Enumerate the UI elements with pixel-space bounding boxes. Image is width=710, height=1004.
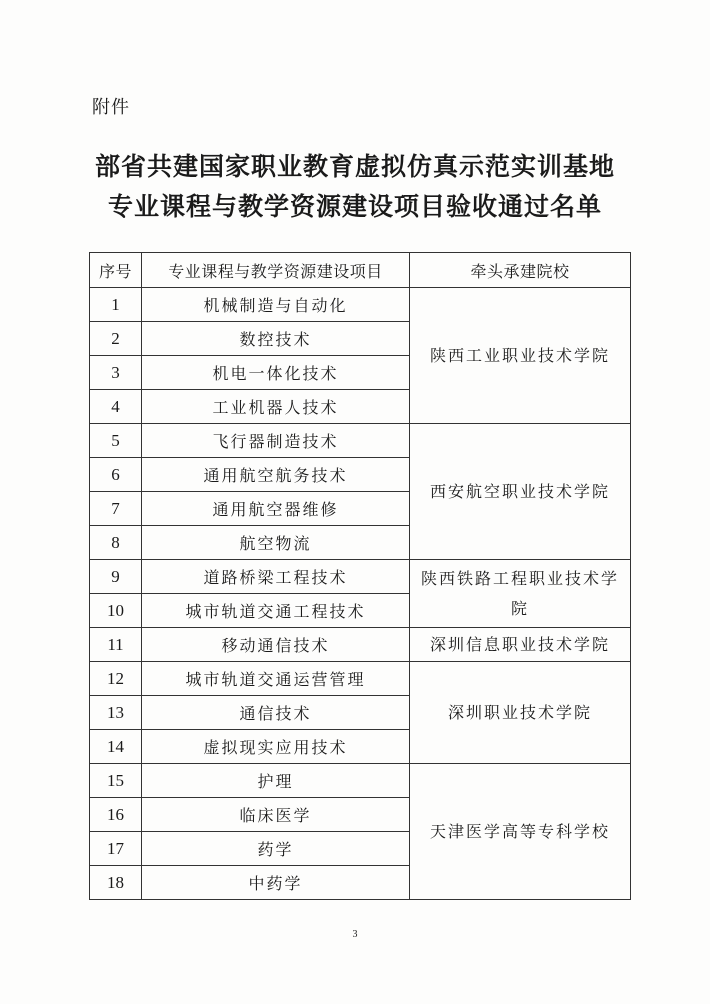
row-project: 航空物流 bbox=[142, 526, 410, 560]
row-project: 道路桥梁工程技术 bbox=[142, 560, 410, 594]
document-title-line-2: 专业课程与教学资源建设项目验收通过名单 bbox=[107, 192, 602, 221]
row-project: 机电一体化技术 bbox=[142, 356, 410, 390]
table-row bbox=[90, 764, 631, 798]
table-row bbox=[90, 288, 631, 322]
row-school: 深圳信息职业技术学院 bbox=[410, 628, 631, 662]
row-school: 深圳职业技术学院 bbox=[410, 662, 631, 764]
row-project: 药学 bbox=[142, 832, 410, 866]
document-title-line-1: 部省共建国家职业教育虚拟仿真示范实训基地 bbox=[94, 152, 615, 181]
row-project: 虚拟现实应用技术 bbox=[142, 730, 410, 764]
row-project: 工业机器人技术 bbox=[142, 390, 410, 424]
row-project: 护理 bbox=[142, 764, 410, 798]
row-project: 通用航空器维修 bbox=[142, 492, 410, 526]
row-number: 10 bbox=[90, 594, 142, 628]
row-number: 17 bbox=[90, 832, 142, 866]
row-number: 7 bbox=[90, 492, 142, 526]
table-row bbox=[90, 560, 631, 594]
row-project: 临床医学 bbox=[142, 798, 410, 832]
row-school: 西安航空职业技术学院 bbox=[410, 424, 631, 560]
row-number: 1 bbox=[90, 288, 142, 322]
row-number: 15 bbox=[90, 764, 142, 798]
row-project: 飞行器制造技术 bbox=[142, 424, 410, 458]
row-number: 9 bbox=[90, 560, 142, 594]
header-project: 专业课程与教学资源建设项目 bbox=[142, 253, 410, 288]
table-header-row bbox=[90, 253, 631, 288]
row-project: 通信技术 bbox=[142, 696, 410, 730]
attachment-label: 附件 bbox=[92, 97, 130, 118]
acceptance-list-table bbox=[89, 252, 631, 900]
header-index: 序号 bbox=[90, 253, 142, 288]
row-project: 数控技术 bbox=[142, 322, 410, 356]
row-school: 天津医学高等专科学校 bbox=[410, 764, 631, 900]
row-project: 城市轨道交通运营管理 bbox=[142, 662, 410, 696]
row-number: 14 bbox=[90, 730, 142, 764]
page-number: 3 bbox=[352, 929, 358, 940]
row-project: 通用航空航务技术 bbox=[142, 458, 410, 492]
header-school: 牵头承建院校 bbox=[410, 253, 631, 288]
row-project: 城市轨道交通工程技术 bbox=[142, 594, 410, 628]
row-number: 11 bbox=[90, 628, 142, 662]
row-number: 3 bbox=[90, 356, 142, 390]
table-row bbox=[90, 424, 631, 458]
table-row bbox=[90, 628, 631, 662]
row-number: 2 bbox=[90, 322, 142, 356]
row-number: 13 bbox=[90, 696, 142, 730]
row-number: 5 bbox=[90, 424, 142, 458]
row-number: 12 bbox=[90, 662, 142, 696]
row-project: 移动通信技术 bbox=[142, 628, 410, 662]
row-number: 8 bbox=[90, 526, 142, 560]
row-number: 6 bbox=[90, 458, 142, 492]
table-row bbox=[90, 662, 631, 696]
row-project: 中药学 bbox=[142, 866, 410, 900]
row-number: 4 bbox=[90, 390, 142, 424]
row-project: 机械制造与自动化 bbox=[142, 288, 410, 322]
row-number: 16 bbox=[90, 798, 142, 832]
row-school: 陕西铁路工程职业技术学院 bbox=[410, 560, 631, 628]
row-number: 18 bbox=[90, 866, 142, 900]
row-school: 陕西工业职业技术学院 bbox=[410, 288, 631, 424]
